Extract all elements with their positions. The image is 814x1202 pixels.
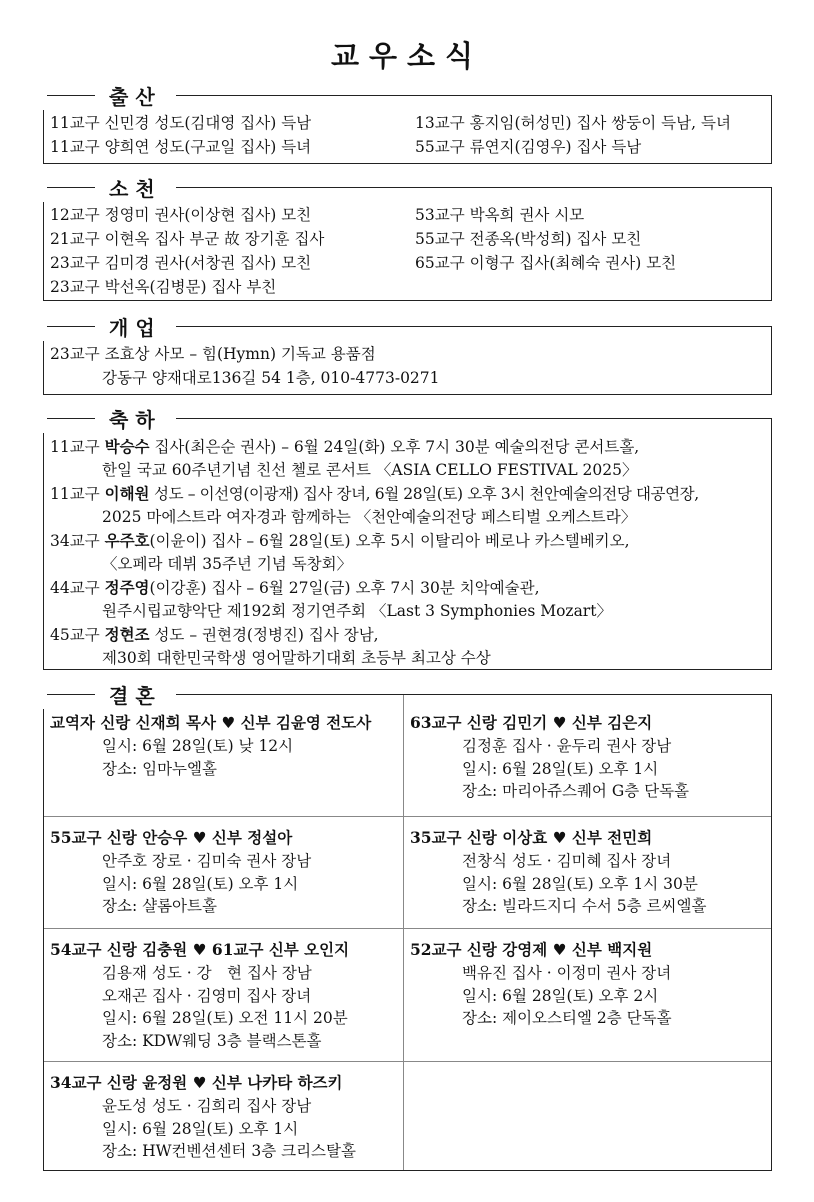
bride: 신부 나카타 하즈키 [211,1073,343,1092]
wedding-detail: 일시: 6월 28일(토) 오후 1시 [462,759,659,778]
groom: 35교구 신랑 이상효 [410,828,548,847]
funeral-item: 53교구 박옥희 권사 시모 [415,206,585,224]
congrats-item [50,529,630,554]
wedding-entry [50,938,349,1052]
wedding-detail: 일시: 6월 28일(토) 오후 2시 [462,986,659,1005]
funeral-item: 23교구 김미경 권사(서창권 집사) 모친 [50,254,312,272]
funeral-item: 55교구 전종옥(박성희) 집사 모친 [415,230,642,248]
wedding-detail: 일시: 6월 28일(토) 오후 1시 [102,874,299,893]
congrats-detail: (이강훈) 집사 – 6월 27일(금) 오후 7시 30분 치악예술관, [149,579,540,597]
wedding-detail: 전창식 성도 · 김미혜 집사 장녀 [462,852,672,870]
wedding-entry [50,1071,356,1163]
groom: 교역자 신랑 신재희 목사 [50,713,216,732]
label-rule [47,187,95,188]
heart-icon: ♥ [192,1073,207,1092]
birth-item: 11교구 양희연 성도(구교일 집사) 득녀 [50,138,312,156]
wedding-detail: 윤도성 성도 · 김희리 집사 장남 [102,1097,312,1115]
wedding-detail: 장소: 마리아쥬스퀘어 G층 단독홀 [462,782,690,800]
wedding-detail: 일시: 6월 28일(토) 오후 1시 30분 [462,874,698,893]
label-rule [47,418,95,419]
congrats-item [50,482,699,507]
groom: 54교구 신랑 김충원 [50,940,188,959]
grid-divider [44,1061,771,1062]
congrats-item-line2: 원주시립교향악단 제192회 정기연주회 〈Last 3 Symphonies Mozart〉 [102,601,612,620]
congrats-name: 이해원 [104,484,150,503]
section-congrats [43,407,772,670]
wedding-couple [410,711,689,735]
congrats-prefix: 11교구 [50,438,105,456]
wedding-couple [410,938,672,962]
congrats-item-line2: 2025 마에스트라 여자경과 함께하는 〈천안예술의전당 페스티벌 오케스트라〉 [102,507,637,526]
section-opening [43,315,772,395]
heart-icon: ♥ [192,828,207,847]
congrats-name: 우주호 [104,531,150,550]
bride: 61교구 신부 오인지 [211,940,350,959]
wedding-entry [50,826,311,918]
congrats-name: 정주영 [104,578,150,597]
heart-icon: ♥ [552,940,567,959]
birth-item: 55교구 류연지(김영우) 집사 득남 [415,138,642,156]
birth-item: 11교구 신민경 성도(김대영 집사) 득남 [50,114,312,132]
funeral-item: 65교구 이형구 집사(최혜숙 권사) 모친 [415,254,677,272]
congrats-item [50,435,639,460]
grid-divider [44,928,771,929]
congrats-name: 박승수 [104,437,150,456]
section-label [43,311,176,341]
wedding-entry [410,938,672,1030]
section-label [43,80,176,110]
wedding-detail: 일시: 6월 28일(토) 오후 1시 [102,1119,299,1138]
heart-icon: ♥ [192,940,207,959]
bride: 신부 김윤영 전도사 [240,713,372,732]
opening-address: 강동구 양재대로136길 54 1층, 010-4773-0271 [102,369,440,387]
section-label [43,172,176,202]
section-title-birth: 출산 [109,84,162,109]
congrats-item-line2: 한일 국교 60주년기념 친선 첼로 콘서트 〈ASIA CELLO FESTIVAL 2025〉 [102,460,638,479]
wedding-detail: 장소: KDW웨딩 3층 블랙스톤홀 [102,1031,322,1050]
groom: 52교구 신랑 강영제 [410,940,548,959]
wedding-entry [410,826,706,918]
bride: 신부 김은지 [571,713,653,732]
bride: 신부 정설아 [211,828,293,847]
section-birth [43,84,772,164]
wedding-detail: 일시: 6월 28일(토) 낮 12시 [102,737,294,755]
wedding-entry [50,711,371,780]
congrats-name: 정현조 [104,625,150,644]
congrats-item-line2: 제30회 대한민국학생 영어말하기대회 초등부 최고상 수상 [102,648,491,667]
grid-divider [44,816,771,817]
section-title-funeral: 소천 [109,176,162,201]
section-funeral [43,176,772,301]
section-title-wedding: 결혼 [109,683,162,708]
section-wedding [43,683,772,1171]
congrats-prefix: 45교구 [50,626,105,644]
wedding-couple [50,1071,356,1095]
wedding-detail: 장소: 빌라드지디 수서 5층 르씨엘홀 [462,897,707,915]
wedding-detail: 장소: 제이오스티엘 2층 단독홀 [462,1009,672,1027]
groom: 55교구 신랑 안승우 [50,828,188,847]
opening-line: 23교구 조효상 사모 – 힘(Hymn) 기독교 용품점 [50,345,376,363]
wedding-detail: 오재곤 집사 · 김영미 집사 장녀 [102,986,312,1005]
wedding-detail: 장소: 임마누엘홀 [102,759,217,778]
funeral-item: 23교구 박선옥(김병문) 집사 부친 [50,278,277,296]
wedding-entry [410,711,689,803]
wedding-couple [50,826,311,850]
congrats-item-line2: 〈오페라 데뷔 35주년 기념 독창회〉 [102,554,353,573]
congrats-detail: 집사(최은순 권사) – 6월 24일(화) 오후 7시 30분 예술의전당 콘서트홀, [149,438,640,456]
wedding-detail: 백유진 집사 · 이정미 권사 장녀 [462,964,672,982]
wedding-grid [44,695,771,1170]
grid-divider [403,695,404,1170]
birth-item: 13교구 홍지임(허성민) 집사 쌍둥이 득남, 득녀 [415,114,731,132]
congrats-detail: 성도 – 이선영(이광재) 집사 장녀, 6월 28일(토) 오후 3시 천안예술의전당 대공연장, [149,485,699,503]
section-title-opening: 개업 [109,315,162,340]
congrats-prefix: 44교구 [50,579,105,597]
wedding-couple [50,711,371,735]
wedding-detail: 장소: HW컨벤션센터 3층 크리스탈홀 [102,1142,356,1160]
congrats-prefix: 11교구 [50,485,105,503]
congrats-prefix: 34교구 [50,532,105,550]
congrats-detail: (이윤이) 집사 – 6월 28일(토) 오후 5시 이탈리아 베로나 카스텔베키오, [149,532,630,550]
funeral-item: 21교구 이현옥 집사 부군 故 장기훈 집사 [50,230,325,248]
congrats-detail: 성도 – 권현경(정병진) 집사 장남, [149,626,379,644]
bride: 신부 백지원 [571,940,653,959]
wedding-detail: 일시: 6월 28일(토) 오전 11시 20분 [102,1009,348,1027]
bride: 신부 전민희 [571,828,653,847]
label-rule [47,95,95,96]
wedding-detail: 김용재 성도 · 강 현 집사 장남 [102,964,312,982]
label-rule [47,326,95,327]
funeral-item: 12교구 정영미 권사(이상현 집사) 모친 [50,206,312,224]
wedding-detail: 안주호 장로 · 김미숙 권사 장남 [102,852,312,870]
section-title-congrats: 축하 [109,407,162,432]
heart-icon: ♥ [221,713,236,732]
wedding-couple [410,826,706,850]
wedding-detail: 장소: 샬롬아트홀 [102,897,217,915]
section-label [43,403,176,433]
heart-icon: ♥ [552,828,567,847]
groom: 63교구 신랑 김민기 [410,713,548,732]
wedding-detail: 김정훈 집사 · 윤두리 권사 장남 [462,737,672,755]
congrats-item [50,576,540,601]
page-title: 교우소식 [330,39,484,73]
groom: 34교구 신랑 윤정원 [50,1073,188,1092]
heart-icon: ♥ [552,713,567,732]
congrats-item [50,623,379,648]
wedding-couple [50,938,349,962]
